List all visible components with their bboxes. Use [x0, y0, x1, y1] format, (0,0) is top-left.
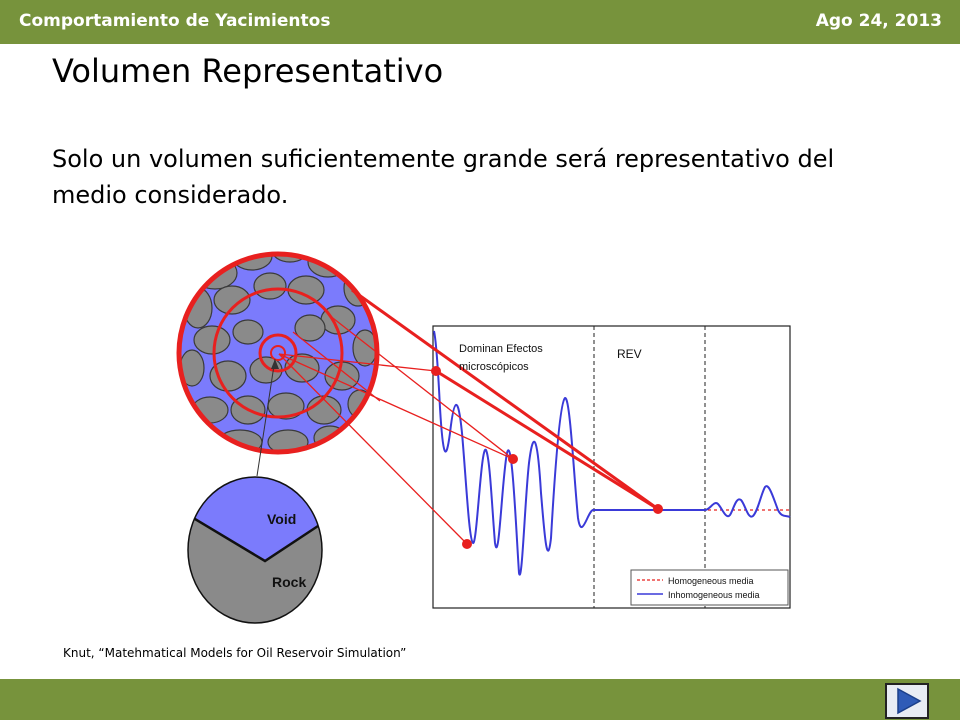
- header-bar: [0, 0, 960, 44]
- rock-label: Rock: [272, 574, 307, 590]
- legend-inhomogeneous: Inhomogeneous media: [668, 590, 760, 600]
- annotation-micro-line1: Dominan Efectos: [459, 343, 543, 355]
- next-slide-button[interactable]: [885, 683, 929, 719]
- date-label: Ago 24, 2013: [815, 11, 942, 31]
- course-title: Comportamiento de Yacimientos: [19, 11, 331, 31]
- sample-point-2: [508, 454, 518, 464]
- citation: Knut, “Matehmatical Models for Oil Reservoir Simulation”: [63, 646, 407, 660]
- sample-point-rev: [653, 504, 663, 514]
- rev-diagram: [170, 228, 810, 628]
- legend-homogeneous: Homogeneous media: [668, 576, 754, 586]
- sample-point-3: [462, 539, 472, 549]
- footer-bar: [0, 679, 960, 720]
- annotation-rev: REV: [617, 347, 642, 361]
- slide-title: Volumen Representativo: [52, 52, 444, 90]
- void-label: Void: [267, 511, 297, 527]
- rev-figure: [170, 228, 810, 628]
- void-rock-inset: [180, 468, 330, 628]
- annotation-micro-line2: microscópicos: [459, 361, 529, 373]
- play-next-icon: [887, 685, 927, 717]
- chart-legend: [631, 570, 788, 605]
- porous-medium-circle: [179, 238, 377, 454]
- slide-body: Solo un volumen suficientemente grande será representativo del medio considerado.: [52, 145, 835, 209]
- sample-point-1: [431, 366, 441, 376]
